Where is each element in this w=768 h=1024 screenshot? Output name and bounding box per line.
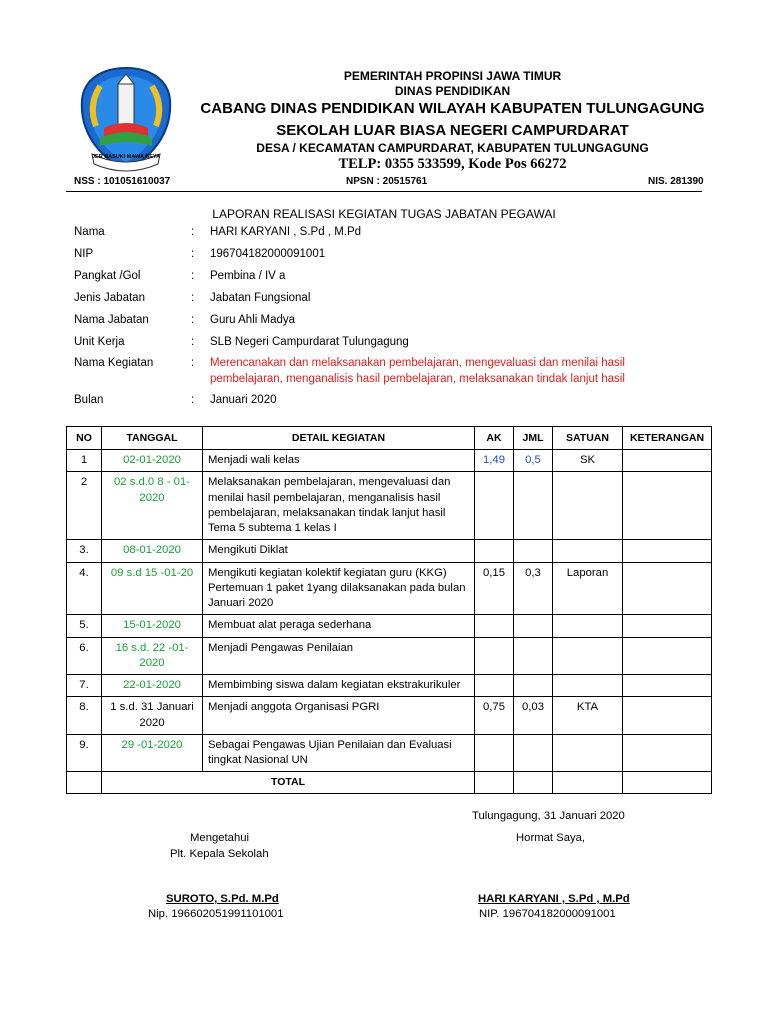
- cell-detail: Membimbing siswa dalam kegiatan ekstrakurikuler: [203, 675, 475, 697]
- cell-ak: [475, 637, 514, 675]
- cell-jml: [514, 472, 553, 540]
- sig-left-name: SUROTO, S.Pd. M.Pd: [166, 893, 279, 905]
- col-header-jml: JML: [514, 427, 553, 450]
- cell-keterangan: [623, 540, 712, 562]
- cell-total-ak: [475, 772, 514, 793]
- cell-satuan: [553, 734, 623, 772]
- cell-satuan: [553, 615, 623, 637]
- cell-keterangan: [623, 450, 712, 472]
- cell-ak: 1,49: [475, 450, 514, 472]
- cell-detail: Membuat alat peraga sederhana: [203, 615, 475, 637]
- cell-jml: [514, 615, 553, 637]
- table-total-row: [67, 772, 712, 793]
- place-date: Tulungagung, 31 Januari 2020: [472, 810, 625, 822]
- sig-right-name: HARI KARYANI , S.Pd , M.Pd: [478, 893, 630, 905]
- npsn-number: NPSN : 20515761: [346, 176, 428, 187]
- header-province: PEMERINTAH PROPINSI JAWA TIMUR: [343, 69, 562, 83]
- cell-tanggal: 02 s.d.0 8 - 01-2020: [102, 472, 203, 540]
- cell-ak: [475, 472, 514, 540]
- cell-no: 8.: [67, 697, 102, 735]
- header-school: SEKOLAH LUAR BIASA NEGERI CAMPURDARAT: [276, 122, 629, 139]
- cell-jml: [514, 637, 553, 675]
- sig-left-nip: Nip. 196602051991101001: [148, 908, 284, 920]
- cell-total-ket: [623, 772, 712, 793]
- sig-left-role: Plt. Kepala Sekolah: [170, 848, 269, 860]
- cell-no: 6.: [67, 637, 102, 675]
- table-row: [67, 450, 712, 472]
- cell-keterangan: [623, 615, 712, 637]
- sig-right-nip: NIP. 196704182000091001: [479, 908, 616, 920]
- cell-ak: 0,15: [475, 562, 514, 615]
- cell-total-empty: [67, 772, 102, 793]
- cell-keterangan: [623, 734, 712, 772]
- cell-satuan: Laporan: [553, 562, 623, 615]
- cell-jml: 0,3: [514, 562, 553, 615]
- cell-tanggal: 15-01-2020: [102, 615, 203, 637]
- cell-total-satuan: [553, 772, 623, 793]
- cell-no: 3.: [67, 540, 102, 562]
- col-header-ak: AK: [475, 427, 514, 450]
- cell-detail: Menjadi anggota Organisasi PGRI: [203, 697, 475, 735]
- cell-tanggal: 22-01-2020: [102, 675, 203, 697]
- activity-table: [66, 426, 712, 794]
- cell-jml: [514, 675, 553, 697]
- cell-jml: 0,5: [514, 450, 553, 472]
- col-header-no: NO: [67, 427, 102, 450]
- cell-no: 1: [67, 450, 102, 472]
- cell-ak: [475, 540, 514, 562]
- logo-motto-text: JER BASUKI MAWA BEYA: [91, 154, 161, 160]
- col-header-keterangan: KETERANGAN: [623, 427, 712, 450]
- cell-no: 9.: [67, 734, 102, 772]
- cell-keterangan: [623, 472, 712, 540]
- table-row: [67, 734, 712, 772]
- table-row: [67, 540, 712, 562]
- cell-tanggal: 1 s.d. 31 Januari 2020: [102, 697, 203, 735]
- table-header-row: [67, 427, 712, 450]
- cell-satuan: SK: [553, 450, 623, 472]
- cell-keterangan: [623, 675, 712, 697]
- cell-satuan: KTA: [553, 697, 623, 735]
- header-divider: [66, 191, 702, 192]
- table-row: [67, 675, 712, 697]
- col-header-detail: DETAIL KEGIATAN: [203, 427, 475, 450]
- cell-total-jml: [514, 772, 553, 793]
- cell-detail: Mengikuti kegiatan kolektif kegiatan guru (KKG) Pertemuan 1 paket 1yang dilaksanakan pada bulan Januari 2020: [203, 562, 475, 615]
- cell-satuan: [553, 540, 623, 562]
- header-department: DINAS PENDIDIKAN: [394, 84, 511, 98]
- sig-right-label: Hormat Saya,: [516, 832, 586, 844]
- cell-no: 5.: [67, 615, 102, 637]
- cell-detail: Menjadi wali kelas: [203, 450, 475, 472]
- cell-jml: [514, 734, 553, 772]
- table-row: [67, 562, 712, 615]
- table-row: [67, 637, 712, 675]
- cell-no: 7.: [67, 675, 102, 697]
- table-row: [67, 472, 712, 540]
- cell-satuan: [553, 637, 623, 675]
- cell-no: 2: [67, 472, 102, 540]
- cell-jml: [514, 540, 553, 562]
- cell-keterangan: [623, 637, 712, 675]
- cell-no: 4.: [67, 562, 102, 615]
- cell-detail: Menjadi Pengawas Penilaian: [203, 637, 475, 675]
- cell-total-label: TOTAL: [102, 772, 475, 793]
- header-branch: CABANG DINAS PENDIDIKAN WILAYAH KABUPATEN TULUNGAGUNG: [200, 100, 705, 117]
- cell-satuan: [553, 472, 623, 540]
- table-row: [67, 615, 712, 637]
- col-header-tanggal: TANGGAL: [102, 427, 203, 450]
- sig-left-label: Mengetahui: [190, 832, 250, 844]
- table-row: [67, 697, 712, 735]
- header-phone: TELP: 0355 533599, Kode Pos 66272: [338, 156, 567, 172]
- report-title: LAPORAN REALISASI KEGIATAN TUGAS JABATAN PEGAWAI: [212, 207, 556, 221]
- cell-jml: 0,03: [514, 697, 553, 735]
- cell-ak: [475, 675, 514, 697]
- cell-satuan: [553, 675, 623, 697]
- cell-ak: [475, 734, 514, 772]
- cell-ak: [475, 615, 514, 637]
- cell-tanggal: 02-01-2020: [102, 450, 203, 472]
- nis-number: NIS. 281390: [648, 176, 704, 187]
- cell-tanggal: 08-01-2020: [102, 540, 203, 562]
- cell-keterangan: [623, 562, 712, 615]
- header-address: DESA / KECAMATAN CAMPURDARAT, KABUPATEN TULUNGAGUNG: [256, 141, 649, 155]
- col-header-satuan: SATUAN: [553, 427, 623, 450]
- cell-tanggal: 09 s.d 15 -01-20: [102, 562, 203, 615]
- nss-number: NSS : 101051610037: [74, 176, 171, 187]
- cell-tanggal: 29 -01-2020: [102, 734, 203, 772]
- cell-detail: Mengikuti Diklat: [203, 540, 475, 562]
- cell-detail: Melaksanakan pembelajaran, mengevaluasi dan menilai hasil pembelajaran, menganalisis hasil pembelajaran, melaksanakan tindak lanjut hasil Tema 5 subtema 1 kelas I: [203, 472, 475, 540]
- cell-tanggal: 16 s.d. 22 -01-2020: [102, 637, 203, 675]
- cell-ak: 0,75: [475, 697, 514, 735]
- cell-keterangan: [623, 697, 712, 735]
- cell-detail: Sebagai Pengawas Ujian Penilaian dan Evaluasi tingkat Nasional UN: [203, 734, 475, 772]
